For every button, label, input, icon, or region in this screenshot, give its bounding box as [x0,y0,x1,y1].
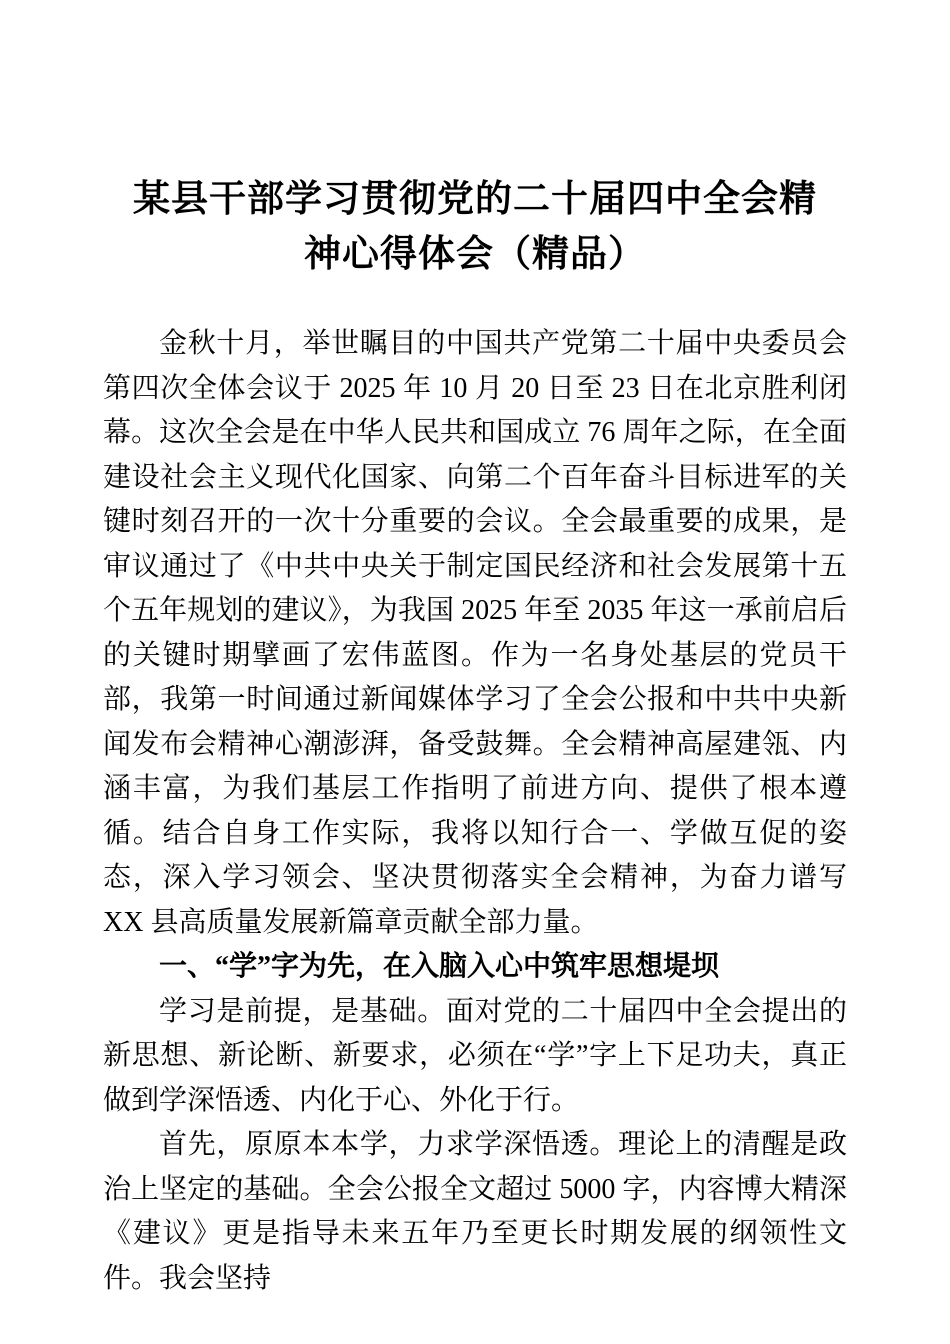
section-heading-1: 一、“学”字为先，在入脑入心中筑牢思想堤坝 [159,951,720,982]
paragraph-first-point: 首先，原原本本学，力求学深悟透。理论上的清醒是政治上坚定的基础。全会公报全文超过 5000 字，内容博大精深《建议》更是指导未来五年乃至更长时期发展的纲领性文件。我会坚持 [103,1129,847,1294]
document-title-line-1: 某县干部学习贯彻党的二十届四中全会精 [133,179,817,220]
document-title [103,172,847,282]
document-title-line-2: 神心得体会（精品） [304,234,646,275]
paragraph-study-premise: 学习是前提，是基础。面对党的二十届四中全会提出的新思想、新论断、新要求，必须在“学”字上下足功夫，真正做到学深悟透、内化于心、外化于行。 [103,995,847,1116]
paragraph-introduction: 金秋十月，举世瞩目的中国共产党第二十届中央委员会第四次全体会议于 2025 年 10 月 20 日至 23 日在北京胜利闭幕。这次全会是在中华人民共和国成立 76 周年之际，在全面建设社会主义现代化国家、向第二个百年奋斗目标进军的关键时刻召开的一次十分重要的会议。全会最重要的成果，是审议通过了《中共中央关于制定国民经济和社会发展第十五个五年规划的建议》，为我国 2025 年至 2035 年这一承前启后的关键时期擘画了宏伟蓝图。作为一名身处基层的党员干部，我第一时间通过新闻媒体学习了全会公报和中共中央新闻发布会精神心潮澎湃，备受鼓舞。全会精神高屋建瓴、内涵丰富，为我们基层工作指明了前进方向、提供了根本遵循。结合自身工作实际，我将以知行合一、学做互促的姿态，深入学习领会、坚决贯彻落实全会精神，为奋力谱写 XX 县高质量发展新篇章贡献全部力量。 [103,328,847,938]
